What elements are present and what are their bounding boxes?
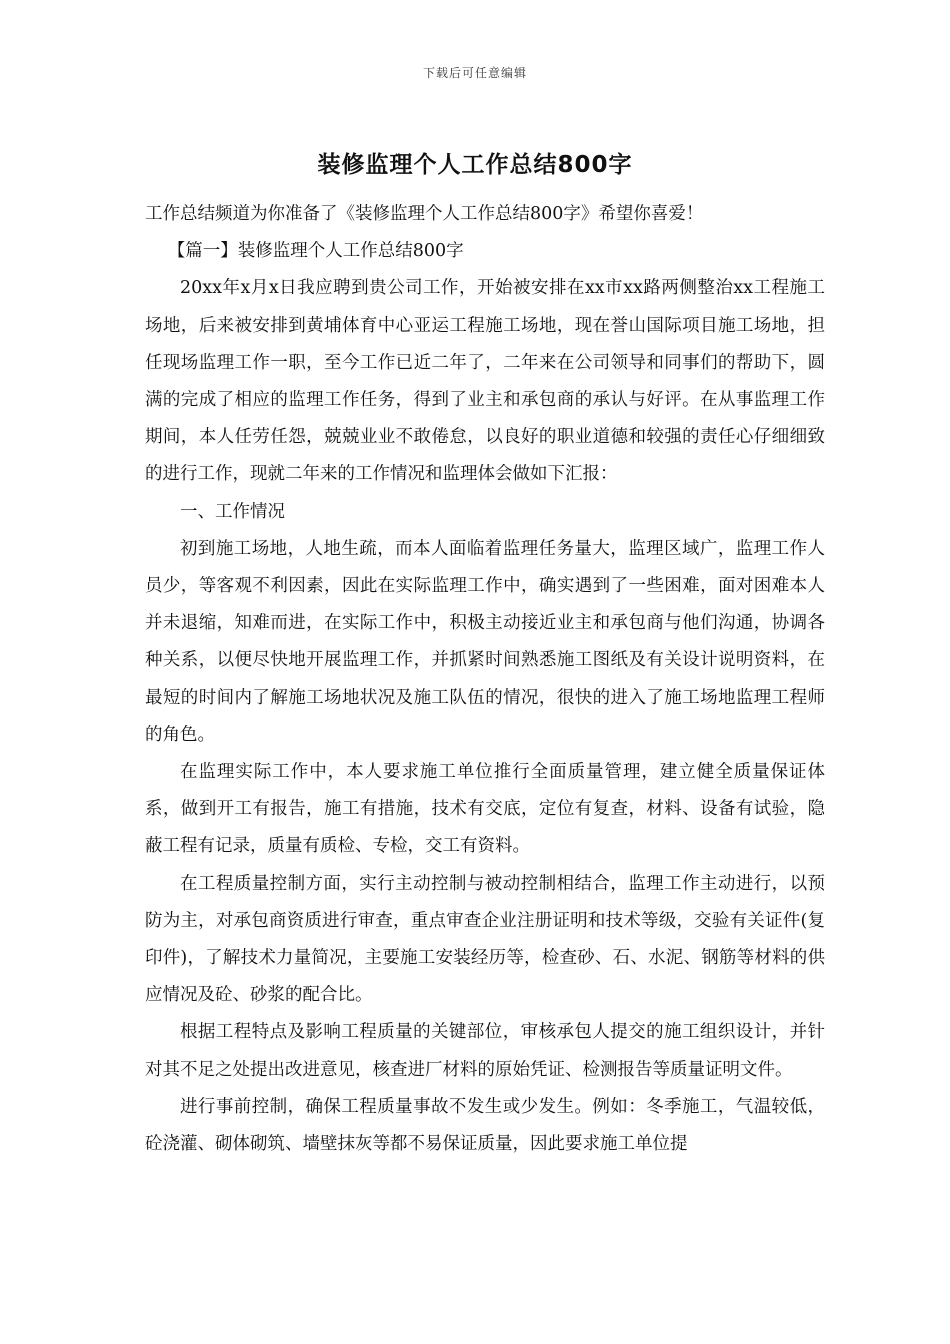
document-title: 装修监理个人工作总结800字 <box>317 152 633 178</box>
body-paragraph: 在监理实际工作中，本人要求施工单位推行全面质量管理，建立健全质量保证体系，做到开工有报告，施工有措施，技术有交底，定位有复查，材料、设备有试验，隐蔽工程有记录，质量有质检、专检，交工有资料。 <box>145 762 825 857</box>
header-note: 下载后可任意编辑 <box>422 66 527 80</box>
body-paragraph: 进行事前控制，确保工程质量事故不发生或少发生。例如：冬季施工，气温较低，砼浇灌、砌体砌筑、墙壁抹灰等都不易保证质量，因此要求施工单位提 <box>145 1096 825 1155</box>
body-paragraph: 在工程质量控制方面，实行主动控制与被动控制相结合，监理工作主动进行，以预防为主，对承包商资质进行审查，重点审查企业注册证明和技术等级，交验有关证件(复印件)，了解技术力量简况，主要施工安装经历等，检查砂、石、水泥、钢筋等材料的供应情况及砼、砂浆的配合比。 <box>145 873 825 1006</box>
body-paragraph: 20xx年x月x日我应聘到贵公司工作，开始被安排在xx市xx路两侧整治xx工程施工场地，后来被安排到黄埔体育中心亚运工程施工场地，现在誉山国际项目施工场地，担任现场监理工作一职，至今工作已近二年了，二年来在公司领导和同事们的帮助下，圆满的完成了相应的监理工作任务，得到了业主和承包商的承认与好评。在从事监理工作期间，本人任劳任怨，兢兢业业不敢倦怠，以良好的职业道德和较强的责任心仔细细致的进行工作，现就二年来的工作情况和监理体会做如下汇报： <box>145 278 825 485</box>
section-heading: 【篇一】装修监理个人工作总结800字 <box>167 241 464 262</box>
intro-paragraph: 工作总结频道为你准备了《装修监理个人工作总结800字》希望你喜爱！ <box>145 204 704 224</box>
subsection-heading: 一、工作情况 <box>180 501 285 522</box>
body-paragraph: 初到施工场地，人地生疏，而本人面临着监理任务量大，监理区域广，监理工作人员少，等客观不利因素，因此在实际监理工作中，确实遇到了一些困难，面对困难本人并未退缩，知难而进，在实际工作中，积极主动接近业主和承包商与他们沟通，协调各种关系，以便尽快地开展监理工作，并抓紧时间熟悉施工图纸及有关设计说明资料，在最短的时间内了解施工场地状况及施工队伍的情况，很快的进入了施工场地监理工程师的角色。 <box>145 538 825 745</box>
body-paragraph: 根据工程特点及影响工程质量的关键部位，审核承包人提交的施工组织设计，并针对其不足之处提出改进意见，核查进厂材料的原始凭证、检测报告等质量证明文件。 <box>145 1022 825 1080</box>
document-body <box>145 196 825 1163</box>
